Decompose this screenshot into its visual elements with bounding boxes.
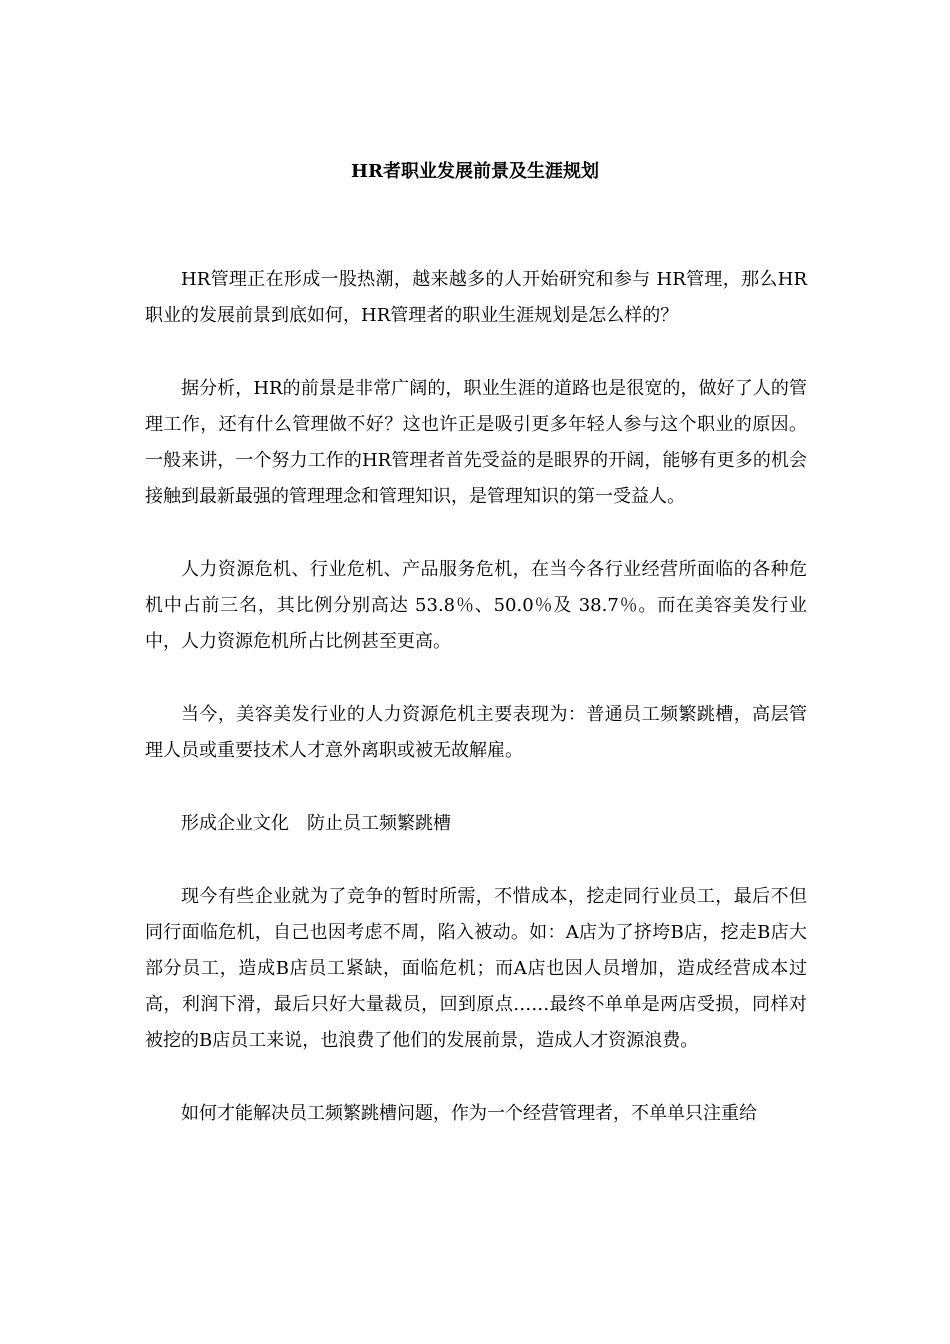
paragraph-analysis: 据分析，HR的前景是非常广阔的，职业生涯的道路也是很宽的，做好了人的管理工作，还有什么管理做不好？这也许正是吸引更多年轻人参与这个职业的原因。一般来讲，一个努力工作的HR管理者首先受益的是眼界的开阔，能够有更多的机会接触到最新最强的管理理念和管理知识，是管理知识的第一受益人。 <box>145 378 807 507</box>
paragraph-crisis-stats: 人力资源危机、行业危机、产品服务危机，在当今各行业经营所面临的各种危机中占前三名，其比例分别高达 53.8％、50.0％及 38.7％。而在美容美发行业中，人力资源危机所占比例甚至更高。 <box>145 559 807 652</box>
paragraph-solution: 如何才能解决员工频繁跳槽问题，作为一个经营管理者，不单单只注重给 <box>181 1103 757 1124</box>
paragraph-poaching-example: 现今有些企业就为了竞争的暂时所需，不惜成本，挖走同行业员工，最后不但同行面临危机，自己也因考虑不周，陷入被动。如：A店为了挤垮B店，挖走B店大部分员工，造成B店员工紧缺，面临危机；而A店也因人员增加，造成经营成本过高，利润下滑，最后只好大量裁员，回到原点……最终不单单是两店受损，同样对被挖的B店员工来说，也浪费了他们的发展前景，造成人才资源浪费。 <box>145 886 807 1051</box>
document-title: HR者职业发展前景及生涯规划 <box>351 161 599 182</box>
section-heading: 形成企业文化 防止员工频繁跳槽 <box>181 813 451 834</box>
paragraph-crisis-symptoms: 当今，美容美发行业的人力资源危机主要表现为：普通员工频繁跳槽，高层管理人员或重要技术人才意外离职或被无故解雇。 <box>145 704 807 761</box>
document-body <box>145 262 807 1169</box>
paragraph-intro: HR管理正在形成一股热潮，越来越多的人开始研究和参与 HR管理，那么HR职业的发展前景到底如何，HR管理者的职业生涯规划是怎么样的？ <box>145 269 807 326</box>
